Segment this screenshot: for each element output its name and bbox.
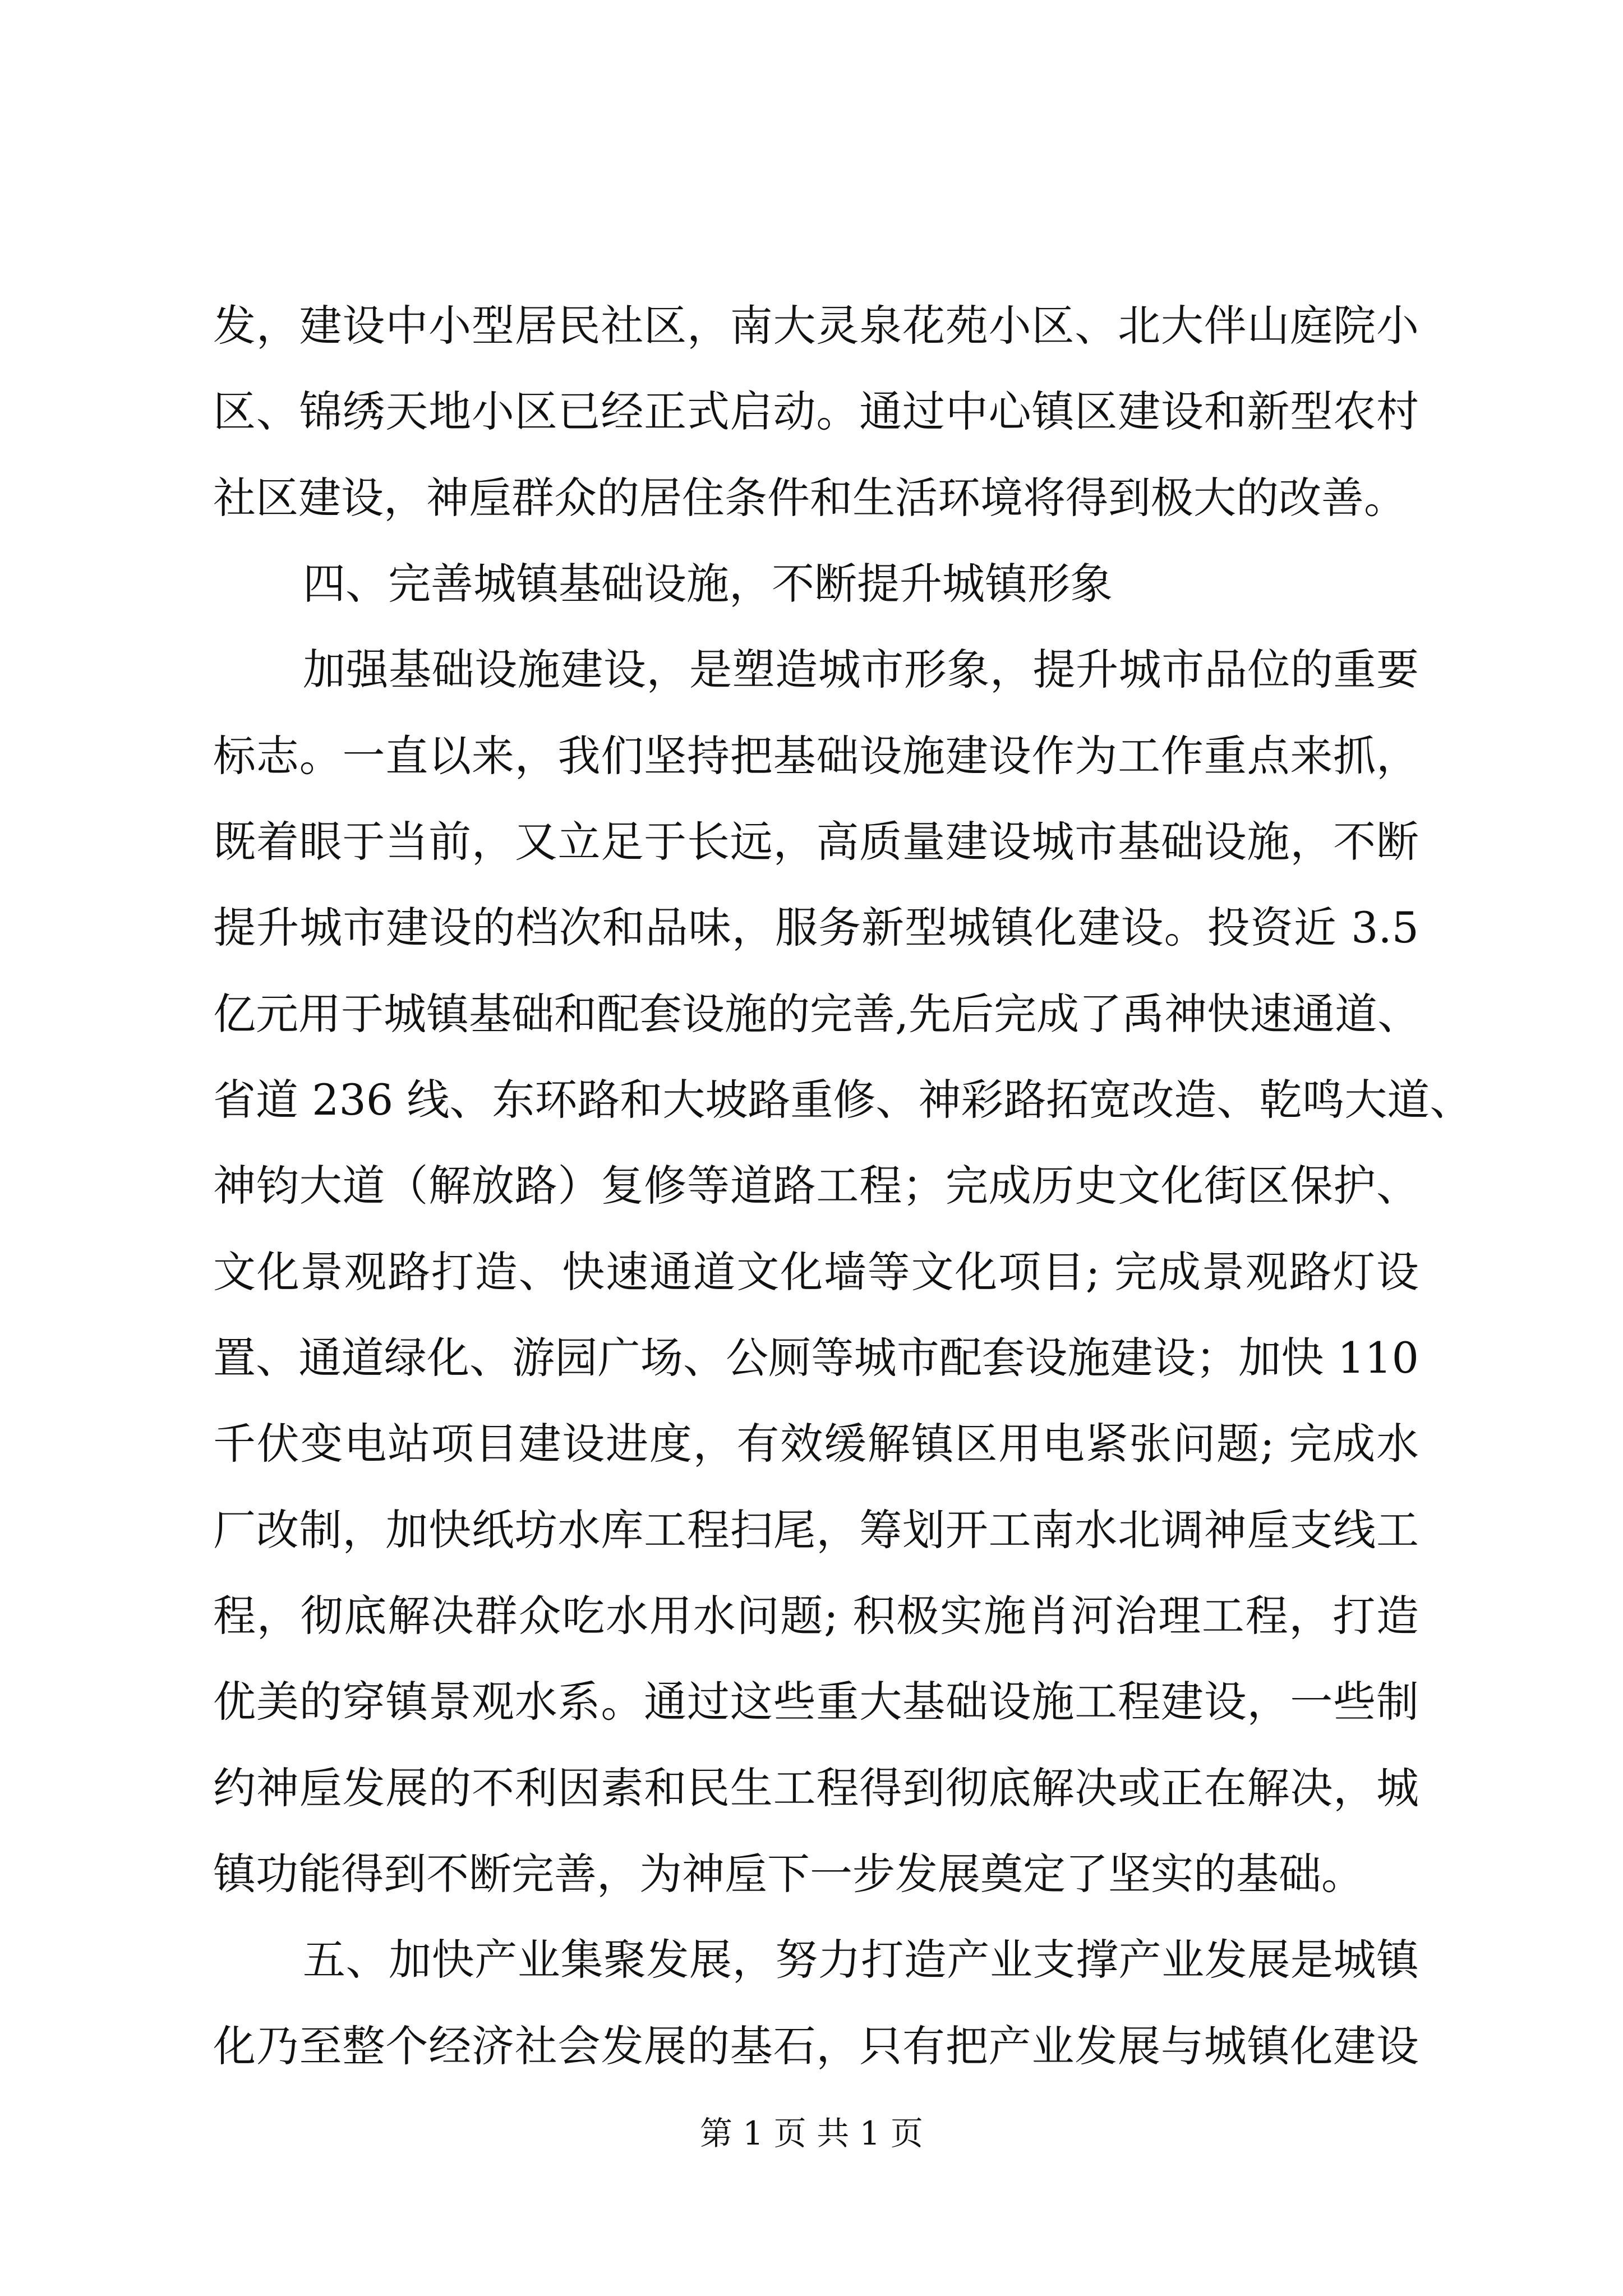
text-line: 约神垕发展的不利因素和民生工程得到彻底解决或正在解决，城 [213,1763,1419,1813]
text-line: 标志。一直以来，我们坚持把基础设施建设作为工作重点来抓， [213,731,1419,781]
page-number: 第 1 页 共 1 页 [700,2114,923,2152]
section-heading: 五、加快产业集聚发展，努力打造产业支撑产业发展是城镇 [303,1935,1419,1985]
text-line: 区、锦绣天地小区已经正式启动。通过中心镇区建设和新型农村 [213,386,1419,436]
text-line: 置、通道绿化、游园广场、公厕等城市配套设施建设；加快 110 [213,1333,1419,1383]
text-line: 千伏变电站项目建设进度，有效缓解镇区用电紧张问题; 完成水 [213,1419,1419,1469]
text-line: 文化景观路打造、快速通道文化墙等文化项目; 完成景观路灯设 [213,1247,1419,1297]
page-footer [0,2114,1623,2152]
section-heading: 四、完善城镇基础设施，不断提升城镇形象 [303,559,1113,609]
text-line: 加强基础设施建设，是塑造城市形象，提升城市品位的重要 [303,645,1419,694]
text-line: 神钧大道（解放路）复修等道路工程；完成历史文化街区保护、 [213,1161,1419,1211]
text-line: 镇功能得到不断完善，为神垕下一步发展奠定了坚实的基础。 [213,1849,1364,1899]
text-line: 提升城市建设的档次和品味，服务新型城镇化建设。投资近 3.5 [213,903,1419,953]
text-line: 程，彻底解决群众吃水用水问题; 积极实施肖河治理工程，打造 [213,1591,1419,1641]
text-line: 既着眼于当前，又立足于长远，高质量建设城市基础设施，不断 [213,817,1419,867]
text-line: 亿元用于城镇基础和配套设施的完善,先后完成了禹神快速通道、 [213,989,1421,1039]
text-line: 发，建设中小型居民社区，南大灵泉花苑小区、北大伴山庭院小 [213,301,1419,351]
text-line: 化乃至整个经济社会发展的基石，只有把产业发展与城镇化建设 [213,2021,1419,2071]
text-line: 省道 236 线、东环路和大坡路重修、神彩路拓宽改造、乾鸣大道、 [213,1075,1473,1125]
text-line: 厂改制，加快纸坊水库工程扫尾，筹划开工南水北调神垕支线工 [213,1505,1419,1555]
text-line: 社区建设，神垕群众的居住条件和生活环境将得到极大的改善。 [213,473,1407,523]
text-line: 优美的穿镇景观水系。通过这些重大基础设施工程建设，一些制 [213,1677,1419,1727]
